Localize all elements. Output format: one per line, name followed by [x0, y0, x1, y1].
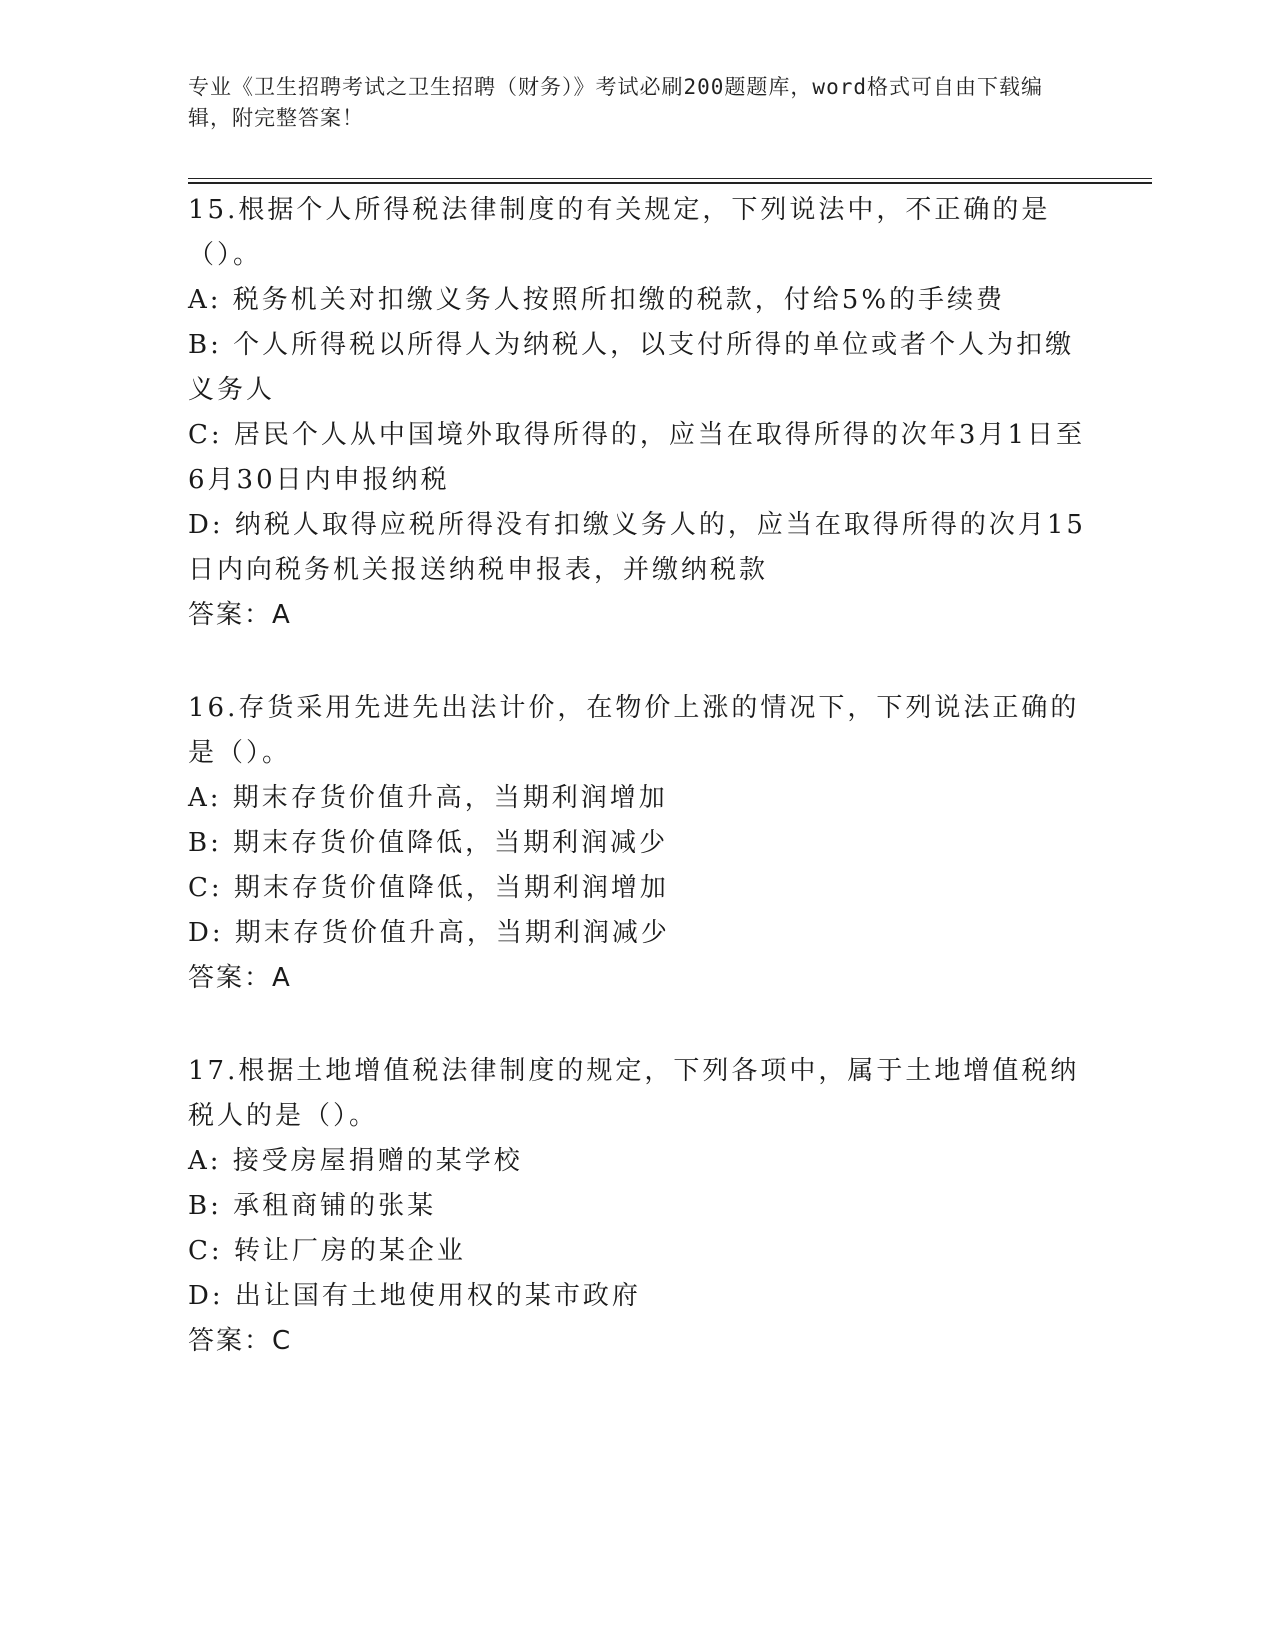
option-c: C: 期末存货价值降低，当期利润增加	[188, 873, 669, 903]
question-16	[188, 686, 1088, 1001]
page-header: 专业《卫生招聘考试之卫生招聘（财务）》考试必刷200题题库，word格式可自由下载编辑，附完整答案！	[188, 75, 1043, 130]
option-c: C: 转让厂房的某企业	[188, 1236, 466, 1266]
question-stem: 17.根据土地增值税法律制度的规定，下列各项中，属于土地增值税纳税人的是（）。	[188, 1056, 1080, 1131]
answer: 答案：C	[188, 1326, 293, 1356]
option-b: B: 个人所得税以所得人为纳税人，以支付所得的单位或者个人为扣缴义务人	[188, 330, 1075, 405]
option-b: B: 承租商铺的张某	[188, 1191, 437, 1221]
option-a: A: 接受房屋捐赠的某学校	[188, 1146, 523, 1176]
answer: 答案：A	[188, 600, 292, 630]
option-d: D: 期末存货价值升高，当期利润减少	[188, 918, 670, 948]
option-b: B: 期末存货价值降低，当期利润减少	[188, 828, 669, 858]
question-15	[188, 188, 1088, 638]
question-17	[188, 1049, 1088, 1364]
question-stem: 15.根据个人所得税法律制度的有关规定，下列说法中，不正确的是（）。	[188, 195, 1051, 270]
option-a: A: 税务机关对扣缴义务人按照所扣缴的税款，付给5%的手续费	[188, 285, 1006, 315]
option-a: A: 期末存货价值升高，当期利润增加	[188, 783, 668, 813]
option-d: D: 纳税人取得应税所得没有扣缴义务人的，应当在取得所得的次月15日内向税务机关报送纳税申报表，并缴纳税款	[188, 510, 1086, 585]
option-c: C: 居民个人从中国境外取得所得的，应当在取得所得的次年3月1日至6月30日内申报纳税	[188, 420, 1086, 495]
option-d: D: 出让国有土地使用权的某市政府	[188, 1281, 641, 1311]
question-spacer	[188, 638, 1088, 686]
question-list	[188, 188, 1088, 1364]
question-stem: 16.存货采用先进先出法计价，在物价上涨的情况下，下列说法正确的是（）。	[188, 693, 1080, 768]
header-divider-thick	[188, 182, 1152, 184]
question-spacer	[188, 1001, 1088, 1049]
header-divider-thin	[188, 178, 1152, 179]
answer: 答案：A	[188, 963, 292, 993]
